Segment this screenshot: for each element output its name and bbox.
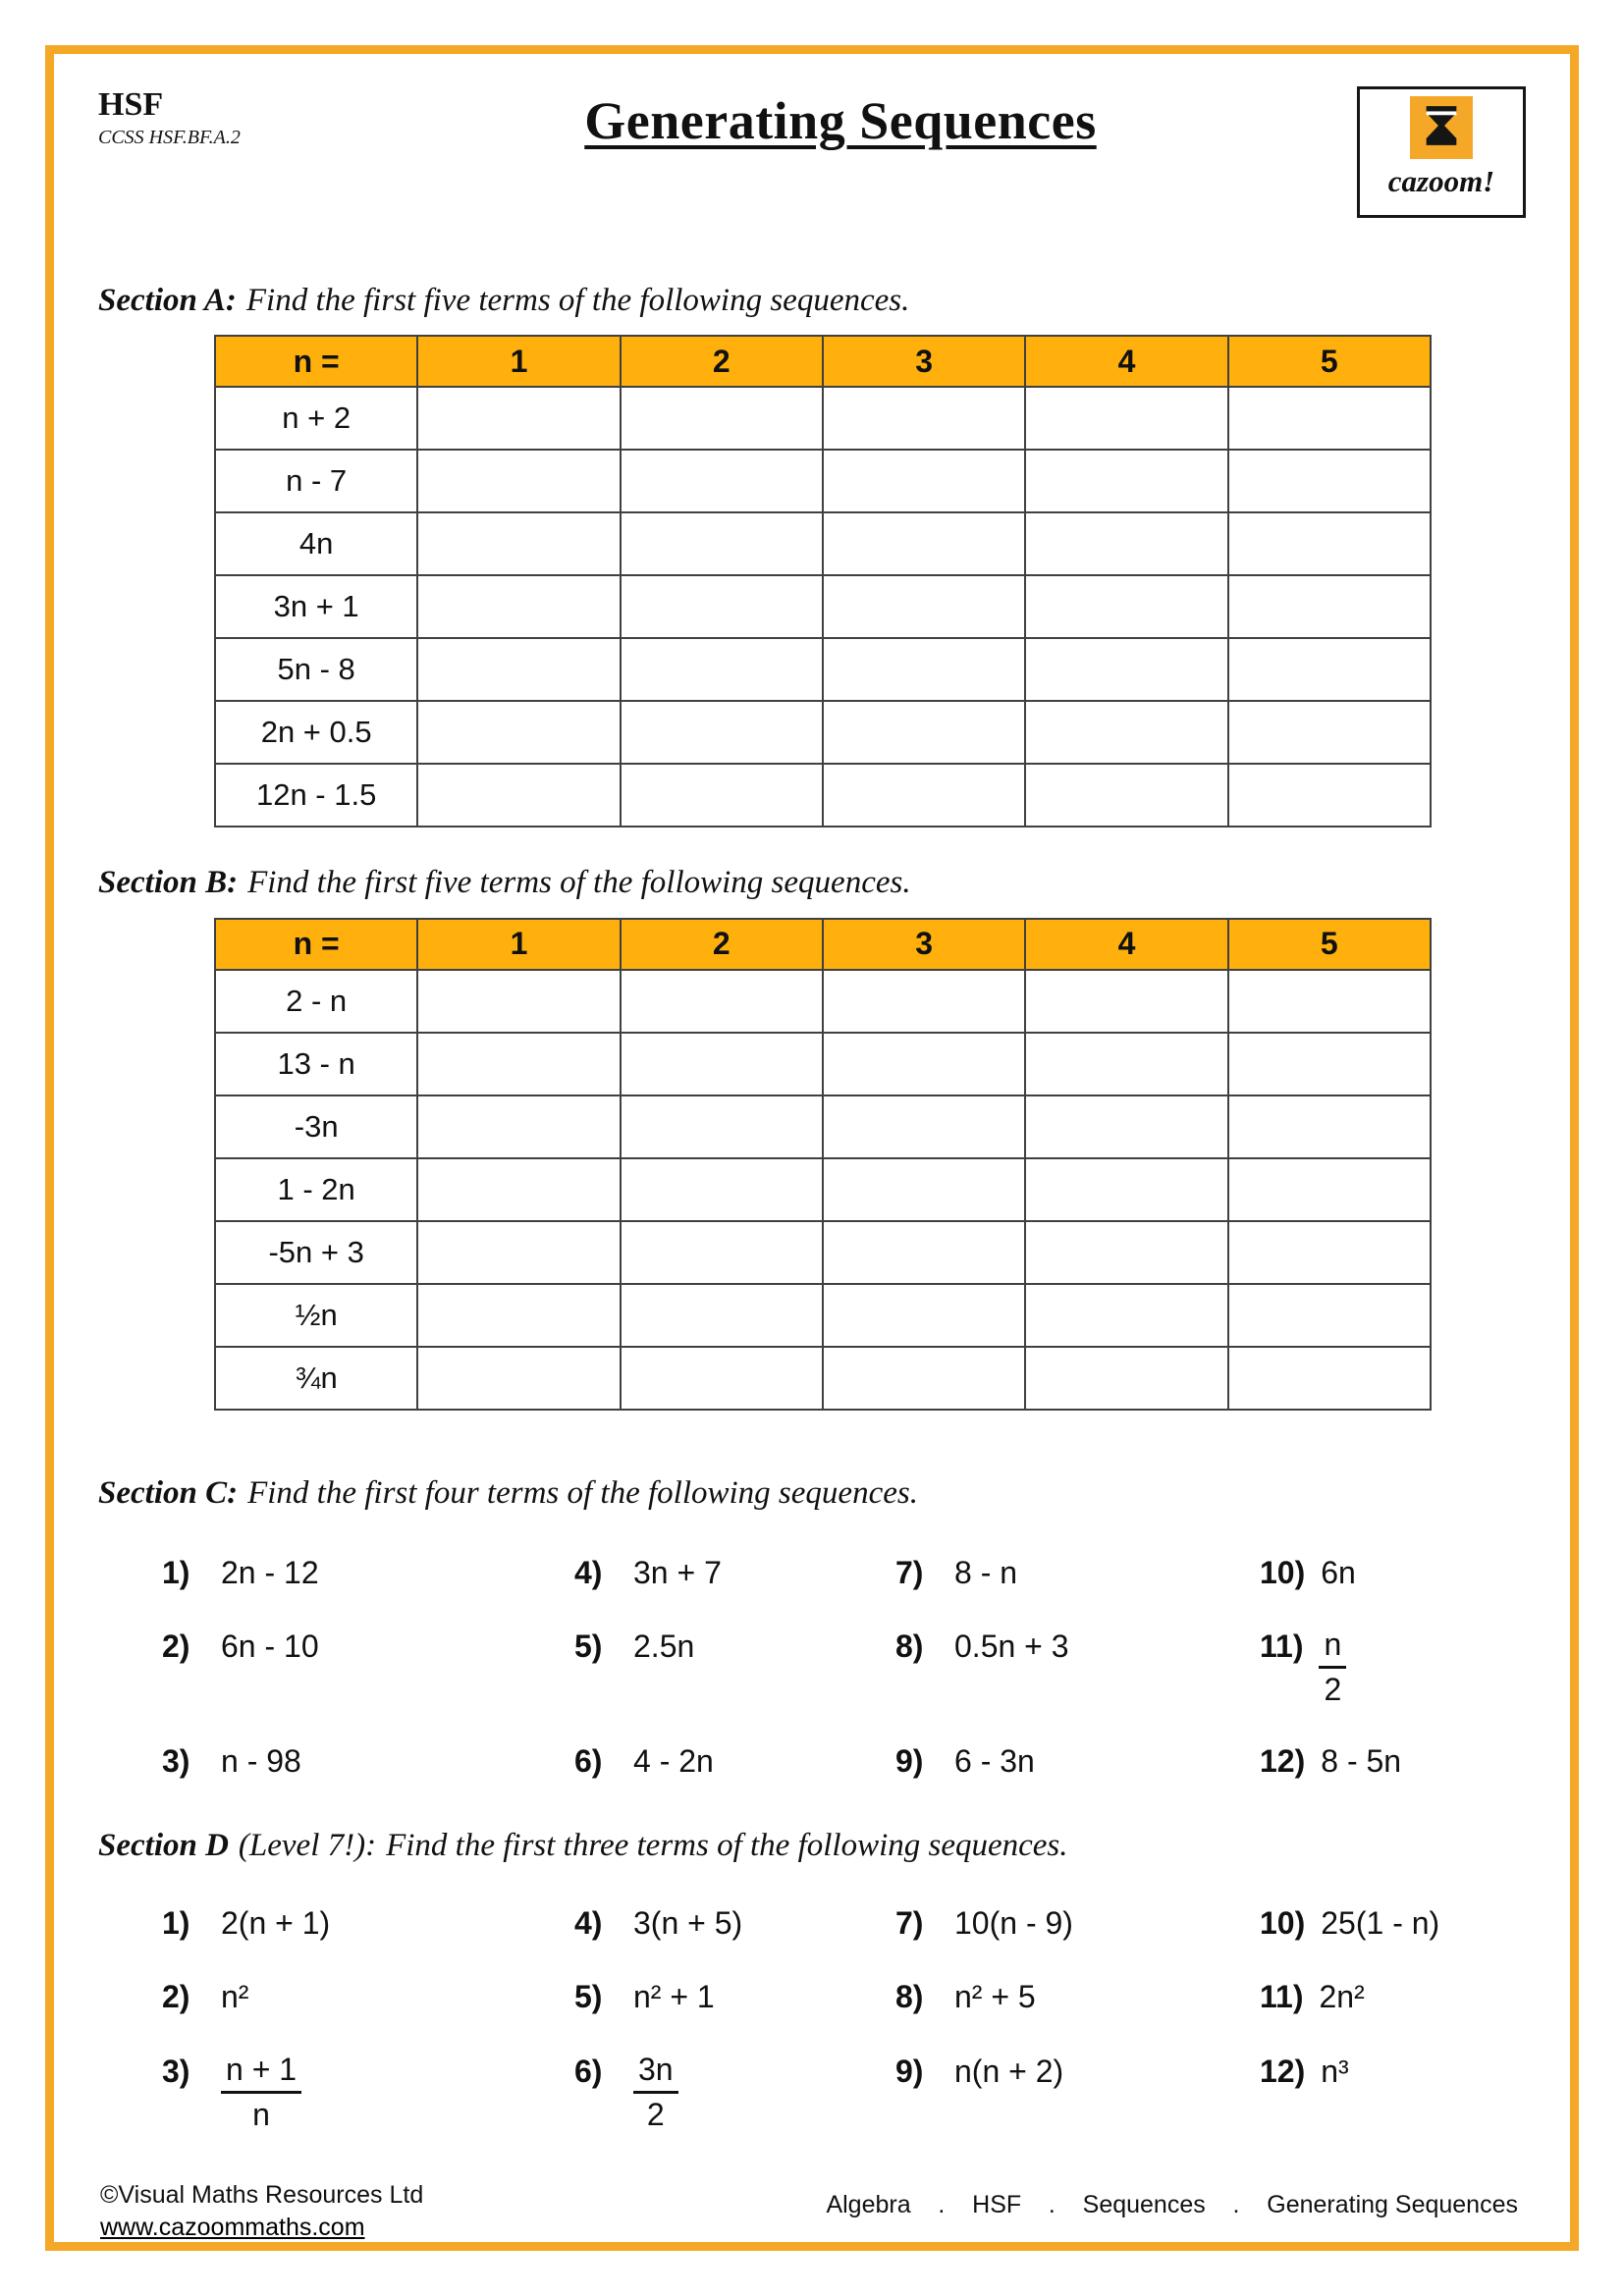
problem-expression: 2n² bbox=[1319, 1979, 1365, 2015]
answer-cell bbox=[1025, 638, 1227, 701]
problem-item bbox=[574, 1903, 895, 1945]
problem-number: 8) bbox=[895, 1979, 924, 2015]
fraction-numerator: 3n bbox=[633, 2052, 678, 2094]
problem-number: 10) bbox=[1260, 1904, 1306, 1941]
problem-number: 6) bbox=[574, 1742, 603, 1779]
table-header-cell: n = bbox=[215, 919, 417, 970]
answer-cell bbox=[417, 387, 620, 450]
table-header-cell: 1 bbox=[417, 336, 620, 387]
section-d-instruction: Find the first three terms of the following sequences. bbox=[386, 1827, 1068, 1863]
answer-cell bbox=[823, 512, 1025, 575]
answer-cell bbox=[417, 1095, 620, 1158]
answer-cell bbox=[417, 638, 620, 701]
category-trail: Algebra . HSF . Sequences . Generating Sequences bbox=[826, 2191, 1518, 2218]
table-header-cell: 5 bbox=[1228, 336, 1431, 387]
problem-expression: 2.5n bbox=[633, 1629, 695, 1665]
section-d-label: Section D bbox=[98, 1827, 229, 1863]
section-c-label: Section C: bbox=[98, 1474, 239, 1511]
answer-cell bbox=[417, 1158, 620, 1221]
answer-cell bbox=[823, 1095, 1025, 1158]
problem-number: 11) bbox=[1260, 1979, 1304, 2015]
section-d-level: (Level 7!): bbox=[238, 1827, 377, 1863]
answer-cell bbox=[621, 638, 823, 701]
expression-cell: -5n + 3 bbox=[215, 1221, 417, 1284]
table-header-cell: 1 bbox=[417, 919, 620, 970]
problem-expression: 8 - 5n bbox=[1321, 1742, 1402, 1779]
expression-cell: 4n bbox=[215, 512, 417, 575]
answer-cell bbox=[1228, 1158, 1431, 1221]
answer-cell bbox=[1228, 638, 1431, 701]
fraction-numerator: n + 1 bbox=[221, 2052, 301, 2094]
hourglass-icon bbox=[1419, 103, 1464, 153]
table-row bbox=[215, 1033, 1431, 1095]
problem-number: 9) bbox=[895, 1742, 924, 1779]
answer-cell bbox=[1228, 575, 1431, 638]
problem-item bbox=[162, 1741, 574, 1783]
answer-cell bbox=[1025, 1095, 1227, 1158]
problem-number: 5) bbox=[574, 1629, 603, 1665]
problem-item bbox=[895, 1627, 1260, 1708]
problem-item bbox=[162, 1977, 574, 2018]
expression-cell: ¾n bbox=[215, 1347, 417, 1410]
fraction-denominator: 2 bbox=[1324, 1672, 1342, 1708]
ccss-code: CCSS HSF.BF.A.2 bbox=[98, 127, 241, 148]
problem-number: 7) bbox=[895, 1904, 924, 1941]
problem-item bbox=[1260, 2052, 1526, 2133]
answer-cell bbox=[1228, 512, 1431, 575]
problem-expression: n³ bbox=[1321, 2053, 1349, 2089]
problem-number: 1) bbox=[162, 1904, 190, 1941]
problem-expression: 8 - n bbox=[954, 1554, 1018, 1590]
fraction-expression bbox=[1319, 1627, 1346, 1708]
problem-expression: 6n bbox=[1321, 1554, 1356, 1590]
answer-cell bbox=[823, 638, 1025, 701]
problem-expression: 3(n + 5) bbox=[633, 1904, 743, 1941]
section-a-instruction: Find the first five terms of the following sequences. bbox=[245, 283, 910, 318]
answer-cell bbox=[823, 450, 1025, 512]
answer-cell bbox=[621, 764, 823, 827]
problem-expression: n(n + 2) bbox=[954, 2053, 1064, 2089]
answer-cell bbox=[621, 970, 823, 1033]
answer-cell bbox=[1025, 387, 1227, 450]
fraction-expression bbox=[221, 2052, 301, 2133]
problem-expression: 6n - 10 bbox=[221, 1629, 319, 1665]
table-header-cell: n = bbox=[215, 336, 417, 387]
table-row bbox=[215, 450, 1431, 512]
table-header-cell: 3 bbox=[823, 336, 1025, 387]
expression-cell: 12n - 1.5 bbox=[215, 764, 417, 827]
copyright-text: ©Visual Maths Resources Ltd bbox=[100, 2180, 424, 2209]
title-wrap bbox=[324, 86, 1357, 151]
problem-item bbox=[1260, 1627, 1526, 1708]
table-row bbox=[215, 1347, 1431, 1410]
answer-cell bbox=[1025, 1033, 1227, 1095]
problem-expression: 25(1 - n) bbox=[1321, 1904, 1440, 1941]
answer-cell bbox=[1025, 512, 1227, 575]
table-header-cell: 4 bbox=[1025, 336, 1227, 387]
answer-cell bbox=[1025, 1284, 1227, 1347]
expression-cell: 3n + 1 bbox=[215, 575, 417, 638]
answer-cell bbox=[1025, 450, 1227, 512]
table-header-cell: 4 bbox=[1025, 919, 1227, 970]
answer-cell bbox=[417, 1033, 620, 1095]
problem-number: 4) bbox=[574, 1554, 603, 1590]
answer-cell bbox=[823, 1284, 1025, 1347]
answer-cell bbox=[417, 1221, 620, 1284]
answer-cell bbox=[1228, 764, 1431, 827]
problem-item bbox=[574, 1741, 895, 1783]
problem-expression: n² + 5 bbox=[954, 1979, 1036, 2015]
expression-cell: 5n - 8 bbox=[215, 638, 417, 701]
problem-number: 6) bbox=[574, 2053, 603, 2089]
problem-item bbox=[895, 1553, 1260, 1594]
section-b-table bbox=[214, 918, 1432, 1411]
table-header-cell: 2 bbox=[621, 919, 823, 970]
expression-cell: n - 7 bbox=[215, 450, 417, 512]
answer-cell bbox=[823, 1221, 1025, 1284]
problem-item bbox=[574, 2052, 895, 2133]
problem-expression: 6 - 3n bbox=[954, 1742, 1035, 1779]
answer-cell bbox=[1228, 1284, 1431, 1347]
table-header-row bbox=[215, 919, 1431, 970]
problem-number: 10) bbox=[1260, 1554, 1306, 1590]
answer-cell bbox=[621, 701, 823, 764]
website-link[interactable]: www.cazoommaths.com bbox=[100, 2214, 365, 2242]
answer-cell bbox=[621, 512, 823, 575]
problem-item bbox=[574, 1627, 895, 1708]
expression-cell: -3n bbox=[215, 1095, 417, 1158]
problem-expression: 0.5n + 3 bbox=[954, 1629, 1069, 1665]
problem-number: 3) bbox=[162, 2053, 190, 2089]
table-row bbox=[215, 1095, 1431, 1158]
section-c-problems bbox=[162, 1553, 1526, 1783]
answer-cell bbox=[1228, 1095, 1431, 1158]
table-row bbox=[215, 970, 1431, 1033]
table-row bbox=[215, 387, 1431, 450]
answer-cell bbox=[417, 1284, 620, 1347]
section-a-label: Section A: bbox=[98, 283, 237, 318]
table-row bbox=[215, 1221, 1431, 1284]
section-a-table bbox=[214, 335, 1432, 828]
problem-expression: 2n - 12 bbox=[221, 1554, 319, 1590]
problem-expression: 3n + 7 bbox=[633, 1554, 722, 1590]
answer-cell bbox=[823, 575, 1025, 638]
problem-number: 9) bbox=[895, 2053, 924, 2089]
table-row bbox=[215, 512, 1431, 575]
answer-cell bbox=[1025, 1221, 1227, 1284]
answer-cell bbox=[621, 1095, 823, 1158]
answer-cell bbox=[1025, 1347, 1227, 1410]
page-title: Generating Sequences bbox=[584, 91, 1097, 150]
answer-cell bbox=[621, 1158, 823, 1221]
table-row bbox=[215, 701, 1431, 764]
answer-cell bbox=[621, 450, 823, 512]
expression-cell: 13 - n bbox=[215, 1033, 417, 1095]
answer-cell bbox=[621, 1033, 823, 1095]
problem-number: 1) bbox=[162, 1554, 190, 1590]
problem-expression: n - 98 bbox=[221, 1742, 301, 1779]
table-row bbox=[215, 575, 1431, 638]
problem-item bbox=[1260, 1741, 1526, 1783]
standard-code-block bbox=[98, 86, 324, 149]
problem-item bbox=[1260, 1903, 1526, 1945]
answer-cell bbox=[417, 512, 620, 575]
answer-cell bbox=[621, 1284, 823, 1347]
table-row bbox=[215, 638, 1431, 701]
problem-number: 2) bbox=[162, 1979, 190, 2015]
problem-item bbox=[162, 1627, 574, 1708]
problem-number: 7) bbox=[895, 1554, 924, 1590]
answer-cell bbox=[621, 1221, 823, 1284]
answer-cell bbox=[417, 701, 620, 764]
table-row bbox=[215, 1284, 1431, 1347]
table-header-cell: 2 bbox=[621, 336, 823, 387]
expression-cell: 2n + 0.5 bbox=[215, 701, 417, 764]
table-header-row bbox=[215, 336, 1431, 387]
section-b-instruction: Find the first five terms of the following sequences. bbox=[247, 865, 911, 901]
expression-cell: ½n bbox=[215, 1284, 417, 1347]
fraction-denominator: 2 bbox=[646, 2096, 665, 2132]
answer-cell bbox=[1228, 450, 1431, 512]
answer-cell bbox=[1228, 1033, 1431, 1095]
table-header-cell: 3 bbox=[823, 919, 1025, 970]
answer-cell bbox=[417, 1347, 620, 1410]
problem-expression: 2(n + 1) bbox=[221, 1904, 331, 1941]
answer-cell bbox=[1228, 1221, 1431, 1284]
problem-item bbox=[574, 1553, 895, 1594]
section-c-instruction: Find the first four terms of the following sequences. bbox=[247, 1474, 918, 1511]
footer-left bbox=[100, 2179, 423, 2246]
section-c-heading bbox=[98, 1473, 1526, 1514]
answer-cell bbox=[417, 575, 620, 638]
answer-cell bbox=[823, 701, 1025, 764]
answer-cell bbox=[1228, 970, 1431, 1033]
problem-number: 5) bbox=[574, 1979, 603, 2015]
answer-cell bbox=[1228, 701, 1431, 764]
section-a-heading bbox=[98, 281, 1526, 321]
logo-wordmark: cazoom! bbox=[1387, 164, 1495, 198]
answer-cell bbox=[621, 575, 823, 638]
problem-item bbox=[574, 1977, 895, 2018]
problem-item bbox=[895, 1741, 1260, 1783]
fraction-expression bbox=[633, 2052, 678, 2133]
answer-cell bbox=[823, 970, 1025, 1033]
section-b-label: Section B: bbox=[98, 865, 239, 901]
problem-item bbox=[162, 2052, 574, 2133]
expression-cell: n + 2 bbox=[215, 387, 417, 450]
page-header bbox=[98, 86, 1526, 234]
logo-square bbox=[1410, 96, 1473, 159]
problem-expression: n² bbox=[221, 1979, 249, 2015]
expression-cell: 2 - n bbox=[215, 970, 417, 1033]
section-d-problems bbox=[162, 1903, 1526, 2133]
problem-item bbox=[895, 2052, 1260, 2133]
problem-item bbox=[162, 1553, 574, 1594]
answer-cell bbox=[621, 387, 823, 450]
answer-cell bbox=[823, 387, 1025, 450]
problem-number: 4) bbox=[574, 1904, 603, 1941]
standard-code: HSF bbox=[98, 86, 164, 123]
answer-cell bbox=[823, 764, 1025, 827]
problem-expression: 10(n - 9) bbox=[954, 1904, 1073, 1941]
fraction-numerator: n bbox=[1319, 1627, 1346, 1669]
answer-cell bbox=[823, 1033, 1025, 1095]
footer-right bbox=[826, 2191, 1518, 2219]
problem-number: 3) bbox=[162, 1742, 190, 1779]
answer-cell bbox=[417, 970, 620, 1033]
expression-cell: 1 - 2n bbox=[215, 1158, 417, 1221]
answer-cell bbox=[417, 764, 620, 827]
answer-cell bbox=[823, 1347, 1025, 1410]
answer-cell bbox=[1025, 1158, 1227, 1221]
fraction-denominator: n bbox=[252, 2096, 270, 2132]
problem-number: 12) bbox=[1260, 1742, 1306, 1779]
cazoom-logo bbox=[1357, 86, 1526, 218]
answer-cell bbox=[1228, 1347, 1431, 1410]
section-d-heading bbox=[98, 1826, 1526, 1866]
answer-cell bbox=[1025, 701, 1227, 764]
section-b-heading bbox=[98, 863, 1526, 903]
problem-number: 8) bbox=[895, 1629, 924, 1665]
answer-cell bbox=[1025, 970, 1227, 1033]
table-header-cell: 5 bbox=[1228, 919, 1431, 970]
problem-item bbox=[162, 1903, 574, 1945]
answer-cell bbox=[1228, 387, 1431, 450]
answer-cell bbox=[823, 1158, 1025, 1221]
problem-expression: 4 - 2n bbox=[633, 1742, 714, 1779]
answer-cell bbox=[621, 1347, 823, 1410]
answer-cell bbox=[417, 450, 620, 512]
problem-item bbox=[895, 1903, 1260, 1945]
answer-cell bbox=[1025, 764, 1227, 827]
problem-number: 12) bbox=[1260, 2053, 1306, 2089]
answer-cell bbox=[1025, 575, 1227, 638]
problem-number: 11) bbox=[1260, 1629, 1304, 1665]
problem-expression: n² + 1 bbox=[633, 1979, 715, 2015]
problem-item bbox=[1260, 1553, 1526, 1594]
problem-number: 2) bbox=[162, 1629, 190, 1665]
problem-item bbox=[895, 1977, 1260, 2018]
table-row bbox=[215, 764, 1431, 827]
table-row bbox=[215, 1158, 1431, 1221]
problem-item bbox=[1260, 1977, 1526, 2018]
